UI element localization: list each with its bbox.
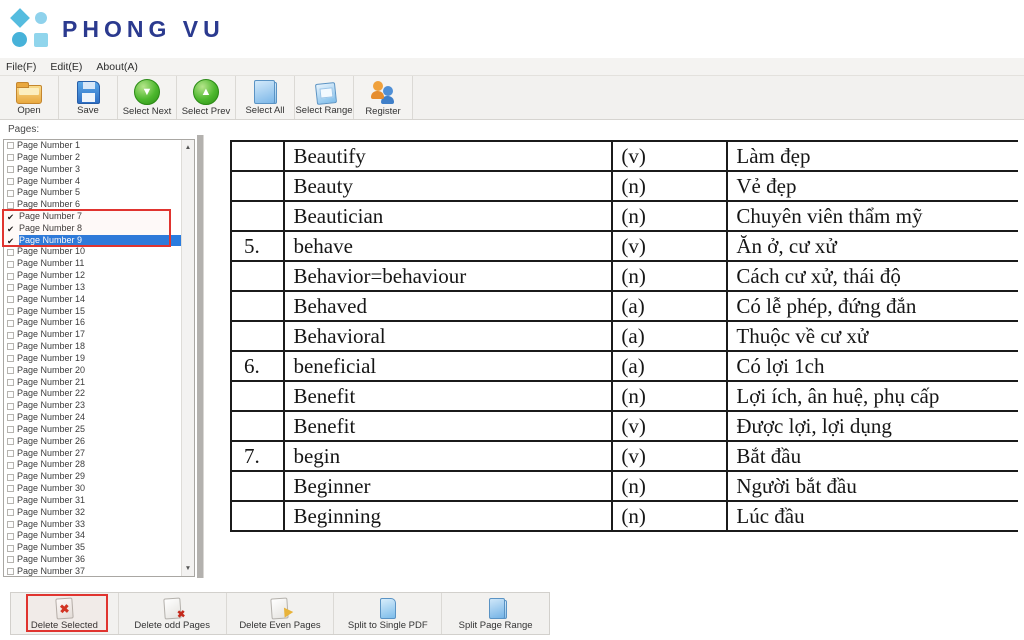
annotation-box-pages-selection (2, 209, 171, 247)
page-item-label: Page Number 21 (17, 376, 86, 387)
vocab-cell-meaning: Vẻ đẹp (727, 171, 1018, 201)
brand-logo (10, 8, 225, 50)
save-button[interactable] (59, 76, 118, 119)
unchecked-checkbox-icon[interactable] (7, 450, 14, 457)
page-list-item[interactable] (4, 365, 181, 377)
register-users-icon (370, 79, 396, 105)
page-item-label: Page Number 7 (19, 210, 83, 221)
page-item-label: Page Number 23 (17, 400, 86, 411)
vocab-cell-no (231, 171, 284, 201)
page-item-label: Page Number 27 (17, 447, 86, 458)
unchecked-checkbox-icon[interactable] (7, 521, 14, 528)
select-all-label: Select All (245, 104, 285, 116)
page-list-item[interactable] (4, 317, 181, 329)
vocab-cell-pos: (v) (612, 141, 727, 171)
menu-item-edit-e[interactable]: Edit(E) (50, 60, 83, 73)
page-item-label: Page Number 32 (17, 506, 86, 517)
vocab-row (231, 471, 1018, 501)
vocab-cell-pos: (n) (612, 171, 727, 201)
checked-checkbox-icon[interactable]: ✔ (7, 211, 15, 222)
page-list-item[interactable] (4, 495, 181, 507)
save-label: Save (77, 104, 99, 116)
page-list-item[interactable] (4, 377, 181, 389)
page-list-item[interactable] (4, 164, 181, 176)
page-item-label: Page Number 14 (17, 293, 86, 304)
page-list-item[interactable] (4, 519, 181, 531)
vocab-row (231, 231, 1018, 261)
vocab-cell-meaning: Cách cư xử, thái độ (727, 261, 1018, 291)
pdf-preview-area (197, 135, 1024, 578)
unchecked-checkbox-icon[interactable] (7, 320, 14, 327)
page-item-label: Page Number 26 (17, 435, 86, 446)
page-range-icon (314, 82, 336, 105)
page-arrow-icon (271, 597, 289, 619)
page-list-item[interactable] (4, 329, 181, 341)
page-item-label: Page Number 24 (17, 412, 86, 423)
select-next-button[interactable] (118, 76, 177, 119)
page-list-item[interactable] (4, 554, 181, 566)
vocab-cell-word: Behavior=behaviour (284, 261, 612, 291)
scroll-down-icon[interactable]: ▼ (184, 565, 192, 572)
page-list-item[interactable] (4, 175, 181, 187)
vocab-cell-meaning: Lợi ích, ân huệ, phụ cấp (727, 381, 1018, 411)
vocab-cell-no: 5. (231, 231, 284, 261)
page-list-item[interactable] (4, 294, 181, 306)
site-header (0, 0, 1024, 58)
vocab-cell-meaning: Có lễ phép, đứng đắn (727, 291, 1018, 321)
vocab-row (231, 141, 1018, 171)
vocab-cell-word: Benefit (284, 381, 612, 411)
unchecked-checkbox-icon[interactable] (7, 166, 14, 173)
vocab-cell-no (231, 411, 284, 441)
page-item-label: Page Number 19 (17, 352, 86, 363)
delete-odd-pages-label: Delete odd Pages (134, 619, 210, 631)
vocab-cell-no (231, 501, 284, 531)
green-down-icon (134, 79, 160, 105)
delete-odd-pages-button[interactable] (119, 593, 227, 634)
split-to-single-pdf-button[interactable] (334, 593, 442, 634)
unchecked-checkbox-icon[interactable] (7, 367, 14, 374)
page-delete-odd-icon (163, 597, 181, 619)
vocab-cell-pos: (n) (612, 261, 727, 291)
unchecked-checkbox-icon[interactable] (7, 379, 14, 386)
unchecked-checkbox-icon[interactable] (7, 308, 14, 315)
vocab-cell-meaning: Làm đẹp (727, 141, 1018, 171)
vocab-cell-pos: (n) (612, 201, 727, 231)
page-item-label: Page Number 9 (19, 235, 181, 247)
vocab-cell-word: Beginning (284, 501, 612, 531)
unchecked-checkbox-icon[interactable] (7, 261, 14, 268)
unchecked-checkbox-icon[interactable] (7, 568, 14, 575)
page-list-item[interactable] (4, 471, 181, 483)
split-page-range-label: Split Page Range (458, 619, 533, 631)
vocab-cell-pos: (a) (612, 321, 727, 351)
select-next-label: Select Next (122, 105, 172, 117)
vocab-cell-meaning: Người bắt đầu (727, 471, 1018, 501)
unchecked-checkbox-icon[interactable] (7, 509, 14, 516)
checked-checkbox-icon[interactable]: ✔ (7, 223, 15, 234)
vocab-table (230, 140, 1018, 532)
page-list-item[interactable] (4, 270, 181, 282)
register-button[interactable] (354, 76, 413, 119)
vocab-row (231, 501, 1018, 531)
page-item-label: Page Number 12 (17, 270, 86, 281)
register-label: Register (365, 105, 401, 117)
page-list-item[interactable] (4, 341, 181, 353)
page-item-label: Page Number 22 (17, 388, 86, 399)
page-item-label: Page Number 34 (17, 530, 86, 541)
page-item-label: Page Number 10 (17, 246, 86, 257)
vocab-cell-pos: (n) (612, 501, 727, 531)
vocab-cell-no: 6. (231, 351, 284, 381)
vocab-row (231, 411, 1018, 441)
page-item-label: Page Number 8 (19, 222, 83, 233)
unchecked-checkbox-icon[interactable] (7, 296, 14, 303)
select-prev-label: Select Prev (181, 105, 231, 117)
vocab-cell-no: 7. (231, 441, 284, 471)
preview-page-edge (197, 135, 204, 578)
vocab-cell-no (231, 291, 284, 321)
unchecked-checkbox-icon[interactable] (7, 154, 14, 161)
vocab-row (231, 261, 1018, 291)
vocab-row (231, 201, 1018, 231)
page-item-label: Page Number 35 (17, 542, 86, 553)
pages-scrollbar[interactable] (181, 140, 194, 576)
folder-open-icon (16, 85, 42, 104)
delete-even-pages-button[interactable] (227, 593, 335, 634)
unchecked-checkbox-icon[interactable] (7, 438, 14, 445)
vocab-cell-meaning: Bắt đầu (727, 441, 1018, 471)
vocab-row (231, 321, 1018, 351)
green-up-icon (193, 79, 219, 105)
page-list-item[interactable] (4, 246, 181, 258)
vocab-cell-no (231, 201, 284, 231)
page-item-label: Page Number 20 (17, 364, 86, 375)
page-list-item[interactable] (4, 412, 181, 424)
open-button[interactable] (0, 76, 59, 119)
page-item-label: Page Number 30 (17, 483, 86, 494)
top-toolbar (0, 75, 1024, 120)
page-item-label: Page Number 28 (17, 459, 86, 470)
vocab-cell-meaning: Chuyên viên thẩm mỹ (727, 201, 1018, 231)
vocab-cell-no (231, 381, 284, 411)
pages-stack-icon (258, 82, 277, 104)
vocab-cell-pos: (a) (612, 351, 727, 381)
page-list-item[interactable] (4, 140, 181, 152)
vocab-cell-word: behave (284, 231, 612, 261)
page-item-label: Page Number 6 (17, 199, 81, 210)
page-list-item[interactable] (4, 258, 181, 270)
vocab-cell-pos: (v) (612, 441, 727, 471)
vocab-cell-pos: (n) (612, 471, 727, 501)
vocab-row (231, 291, 1018, 321)
page-list-item[interactable] (4, 353, 181, 365)
split-to-single-pdf-label: Split to Single PDF (347, 619, 428, 631)
vocab-cell-word: beneficial (284, 351, 612, 381)
vocab-cell-word: Beauty (284, 171, 612, 201)
vocab-cell-word: Benefit (284, 411, 612, 441)
page-item-label: Page Number 1 (17, 140, 81, 151)
vocab-row (231, 351, 1018, 381)
page-item-label: Page Number 33 (17, 518, 86, 529)
page-item-label: Page Number 16 (17, 317, 86, 328)
page-list-item[interactable] (4, 187, 181, 199)
floppy-save-icon (77, 81, 100, 104)
menu-item-about-a[interactable]: About(A) (96, 60, 138, 73)
menu-item-file-f[interactable]: File(F) (6, 60, 37, 73)
unchecked-checkbox-icon[interactable] (7, 142, 14, 149)
page-item-label: Page Number 31 (17, 494, 86, 505)
vocab-cell-word: Beautify (284, 141, 612, 171)
page-item-label: Page Number 11 (17, 258, 85, 269)
select-range-button[interactable] (295, 76, 354, 119)
page-item-label: Page Number 18 (17, 341, 86, 352)
page-list-item[interactable] (4, 424, 181, 436)
page-list-item[interactable] (4, 400, 181, 412)
vocab-cell-meaning: Ăn ở, cư xử (727, 231, 1018, 261)
unchecked-checkbox-icon[interactable] (7, 332, 14, 339)
page-item-label: Page Number 17 (17, 329, 86, 340)
vocab-cell-no (231, 141, 284, 171)
brand-name: PHONG VU (62, 15, 225, 42)
vocab-row (231, 381, 1018, 411)
page-item-label: Page Number 13 (17, 281, 86, 292)
page-list-item[interactable] (4, 542, 181, 554)
page-list-item[interactable] (4, 530, 181, 542)
phongvu-logo-icon (10, 8, 50, 50)
unchecked-checkbox-icon[interactable] (7, 414, 14, 421)
vocab-cell-meaning: Lúc đầu (727, 501, 1018, 531)
vocab-cell-word: begin (284, 441, 612, 471)
pages-listbox[interactable] (3, 139, 195, 577)
vocab-cell-no (231, 261, 284, 291)
vocab-cell-meaning: Có lợi 1ch (727, 351, 1018, 381)
page-item-label: Page Number 2 (17, 151, 81, 162)
unchecked-checkbox-icon[interactable] (7, 485, 14, 492)
page-blue-icon (380, 598, 396, 619)
page-item-label: Page Number 5 (17, 187, 81, 198)
page-list-item[interactable] (4, 459, 181, 471)
pages-panel-label: Pages: (8, 124, 40, 135)
open-label: Open (17, 104, 41, 116)
checked-checkbox-icon[interactable]: ✔ (7, 235, 15, 246)
page-list-item[interactable] (4, 152, 181, 164)
page-list-item[interactable] (4, 507, 181, 519)
unchecked-checkbox-icon[interactable] (7, 391, 14, 398)
select-all-button[interactable] (236, 76, 295, 119)
vocab-cell-pos: (a) (612, 291, 727, 321)
unchecked-checkbox-icon[interactable] (7, 273, 14, 280)
vocab-cell-word: Behavioral (284, 321, 612, 351)
vocab-cell-no (231, 471, 284, 501)
unchecked-checkbox-icon[interactable] (7, 343, 14, 350)
vocab-cell-meaning: Thuộc về cư xử (727, 321, 1018, 351)
vocab-row (231, 171, 1018, 201)
unchecked-checkbox-icon[interactable] (7, 556, 14, 563)
unchecked-checkbox-icon[interactable] (7, 533, 14, 540)
annotation-box-delete-selected (26, 594, 108, 632)
page-item-label: Page Number 29 (17, 471, 86, 482)
unchecked-checkbox-icon[interactable] (7, 355, 14, 362)
vocab-cell-pos: (v) (612, 411, 727, 441)
vocab-cell-no (231, 321, 284, 351)
vocab-cell-pos: (n) (612, 381, 727, 411)
unchecked-checkbox-icon[interactable] (7, 178, 14, 185)
page-item-label: Page Number 36 (17, 554, 86, 564)
vocab-row (231, 441, 1018, 471)
unchecked-checkbox-icon[interactable] (7, 190, 14, 197)
unchecked-checkbox-icon[interactable] (7, 403, 14, 410)
page-item-label: Page Number 25 (17, 423, 86, 434)
delete-selected-label: Delete Selected (30, 619, 98, 631)
unchecked-checkbox-icon[interactable] (7, 284, 14, 291)
page-list-item[interactable] (4, 566, 181, 576)
vocab-cell-meaning: Được lợi, lợi dụng (727, 411, 1018, 441)
page-list-item[interactable] (4, 436, 181, 448)
unchecked-checkbox-icon[interactable] (7, 426, 14, 433)
page-list-item[interactable] (4, 282, 181, 294)
vocab-cell-word: Beginner (284, 471, 612, 501)
pages-blue-icon (493, 600, 507, 619)
vocab-table-body (231, 141, 1018, 531)
unchecked-checkbox-icon[interactable] (7, 462, 14, 469)
page-item-label: Page Number 4 (17, 175, 81, 186)
delete-even-pages-label: Delete Even Pages (239, 619, 321, 631)
select-prev-button[interactable] (177, 76, 236, 119)
page-item-label: Page Number 37 (17, 565, 86, 576)
page-list-item[interactable] (4, 388, 181, 400)
page-list-item[interactable] (4, 448, 181, 460)
vocab-cell-word: Beautician (284, 201, 612, 231)
unchecked-checkbox-icon[interactable] (7, 474, 14, 481)
vocab-cell-word: Behaved (284, 291, 612, 321)
unchecked-checkbox-icon[interactable] (7, 202, 14, 209)
unchecked-checkbox-icon[interactable] (7, 497, 14, 504)
select-range-label: Select Range (295, 104, 353, 116)
page-list-item[interactable] (4, 483, 181, 495)
vocab-cell-pos: (v) (612, 231, 727, 261)
unchecked-checkbox-icon[interactable] (7, 249, 14, 256)
scroll-up-icon[interactable]: ▲ (184, 144, 192, 151)
pages-list (4, 140, 181, 576)
page-item-label: Page Number 15 (17, 305, 86, 316)
page-item-label: Page Number 3 (17, 163, 81, 174)
unchecked-checkbox-icon[interactable] (7, 545, 14, 552)
split-page-range-button[interactable] (442, 593, 549, 634)
menubar (0, 58, 1024, 75)
page-list-item[interactable] (4, 306, 181, 318)
